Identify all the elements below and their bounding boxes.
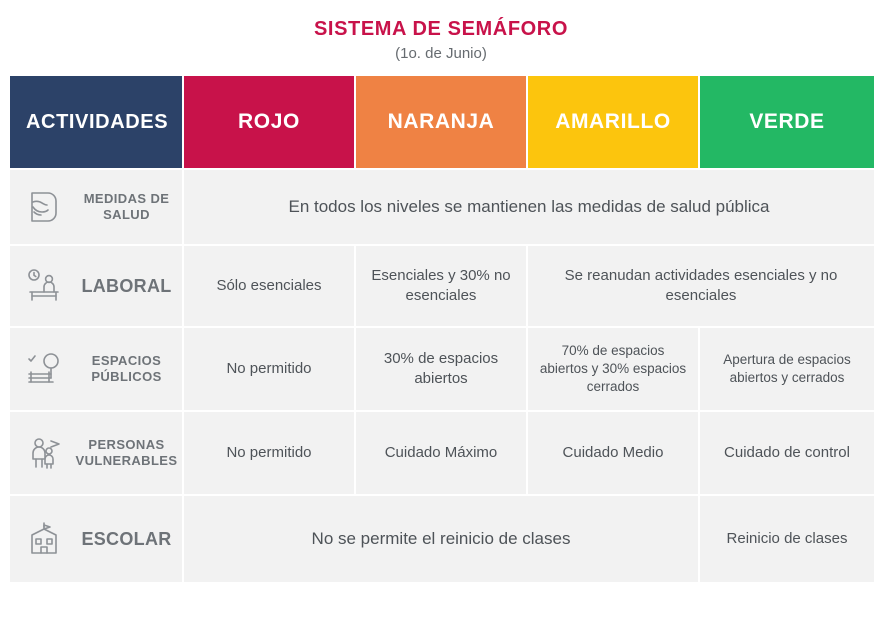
page-title: SISTEMA DE SEMÁFORO	[313, 18, 568, 40]
cell-espacios-amarillo: 70% de espacios abiertos y 30% espacios cerrados	[527, 327, 699, 411]
table-row	[9, 495, 875, 583]
school-building-icon	[20, 515, 68, 563]
workplace-icon	[20, 262, 68, 310]
row-label-text: ESPACIOS PÚBLICOS	[91, 352, 162, 384]
row-label-text: MEDIDAS DE SALUD	[83, 190, 170, 222]
cell-personas-amarillo: Cuidado Medio	[527, 411, 699, 495]
header-actividades: ACTIVIDADES	[9, 75, 183, 169]
table-row	[9, 245, 875, 327]
header-rojo: ROJO	[183, 75, 355, 169]
row-label-escolar	[9, 495, 183, 583]
cell-medidas-all: En todos los niveles se mantienen las medidas de salud pública	[183, 169, 875, 245]
cell-espacios-verde: Apertura de espacios abiertos y cerrados	[699, 327, 875, 411]
row-label-text: LABORAL	[81, 275, 172, 296]
cell-personas-rojo: No permitido	[183, 411, 355, 495]
cell-personas-verde: Cuidado de control	[699, 411, 875, 495]
cell-laboral-amarillo-verde: Se reanudan actividades esenciales y no esenciales	[527, 245, 875, 327]
cell-escolar-verde: Reinicio de clases	[699, 495, 875, 583]
row-label-medidas-de-salud	[9, 169, 183, 245]
table-row	[9, 169, 875, 245]
semaforo-table-wrapper	[8, 74, 874, 584]
cell-laboral-rojo: Sólo esenciales	[183, 245, 355, 327]
header-verde: VERDE	[699, 75, 875, 169]
table-row	[9, 411, 875, 495]
cell-laboral-naranja: Esenciales y 30% no esenciales	[355, 245, 527, 327]
table-header-row	[9, 75, 875, 169]
header-naranja: NARANJA	[355, 75, 527, 169]
cell-espacios-rojo: No permitido	[183, 327, 355, 411]
cell-personas-naranja: Cuidado Máximo	[355, 411, 527, 495]
table-row	[9, 327, 875, 411]
row-label-text: ESCOLAR	[81, 528, 172, 549]
row-label-laboral	[9, 245, 183, 327]
row-label-espacios-publicos	[9, 327, 183, 411]
semaforo-table	[8, 74, 876, 584]
page-subtitle: (1o. de Junio)	[395, 45, 487, 62]
vulnerable-people-icon	[20, 429, 68, 477]
cell-espacios-naranja: 30% de espacios abiertos	[355, 327, 527, 411]
hand-sanitizer-icon	[20, 183, 68, 231]
header-amarillo: AMARILLO	[527, 75, 699, 169]
row-label-text: PERSONAS VULNERABLES	[75, 436, 178, 468]
title-block	[0, 0, 882, 62]
row-label-personas-vulnerables	[9, 411, 183, 495]
cell-escolar-rojo-amarillo: No se permite el reinicio de clases	[183, 495, 699, 583]
park-bench-tree-icon	[20, 345, 68, 393]
